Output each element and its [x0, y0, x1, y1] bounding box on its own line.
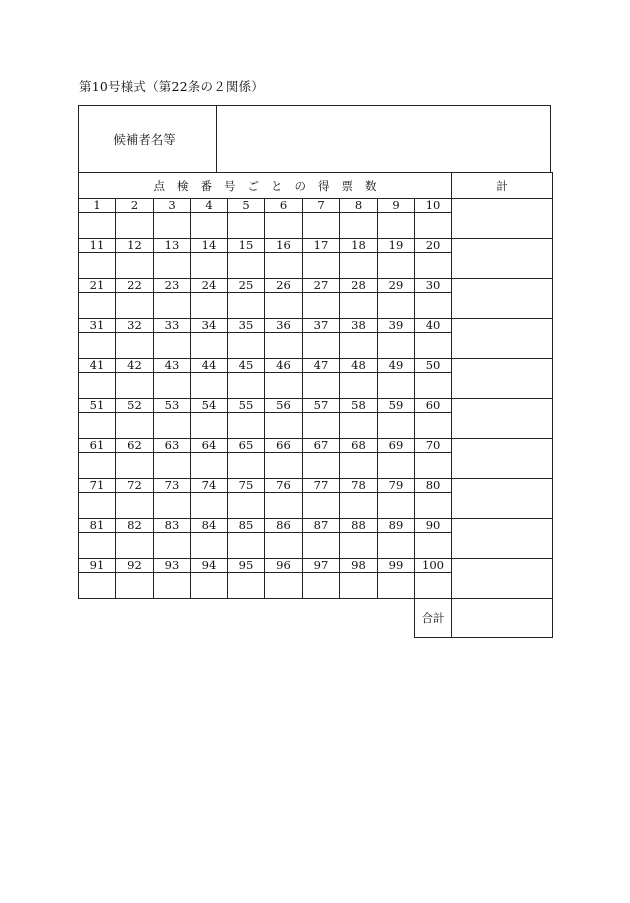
caption-char: 号 — [224, 178, 236, 193]
count-cell[interactable] — [415, 213, 452, 239]
count-cell[interactable] — [191, 373, 228, 399]
check-number: 33 — [154, 319, 191, 333]
count-cell[interactable] — [191, 293, 228, 319]
count-cell[interactable] — [415, 373, 452, 399]
grand-total-cell[interactable] — [452, 599, 553, 638]
check-number: 45 — [228, 359, 265, 373]
check-number: 80 — [415, 479, 452, 493]
count-cell[interactable] — [265, 413, 303, 439]
check-number: 17 — [303, 239, 340, 253]
count-cell[interactable] — [228, 213, 265, 239]
count-cell[interactable] — [265, 213, 303, 239]
spacer — [79, 599, 415, 638]
check-number: 24 — [191, 279, 228, 293]
check-number: 82 — [116, 519, 154, 533]
check-number: 76 — [265, 479, 303, 493]
count-cell[interactable] — [378, 253, 415, 279]
count-cell[interactable] — [79, 253, 116, 279]
caption-char: と — [271, 178, 283, 193]
check-number: 85 — [228, 519, 265, 533]
check-number: 8 — [340, 199, 378, 213]
check-number: 78 — [340, 479, 378, 493]
number-row — [79, 239, 553, 253]
count-cell[interactable] — [340, 293, 378, 319]
count-cell[interactable] — [378, 493, 415, 519]
check-number: 30 — [415, 279, 452, 293]
count-cell[interactable] — [154, 493, 191, 519]
count-cell[interactable] — [154, 453, 191, 479]
number-row — [79, 359, 553, 373]
count-cell[interactable] — [116, 533, 154, 559]
check-number: 7 — [303, 199, 340, 213]
count-cell[interactable] — [79, 493, 116, 519]
count-cell[interactable] — [191, 333, 228, 359]
check-number: 51 — [79, 399, 116, 413]
check-number: 53 — [154, 399, 191, 413]
check-number: 34 — [191, 319, 228, 333]
check-number: 4 — [191, 199, 228, 213]
count-cell[interactable] — [340, 333, 378, 359]
caption-char: ご — [247, 178, 260, 193]
caption-char: 点 — [153, 178, 166, 193]
count-cell[interactable] — [378, 453, 415, 479]
count-cell[interactable] — [415, 573, 452, 599]
check-number: 56 — [265, 399, 303, 413]
check-number: 94 — [191, 559, 228, 573]
count-cell[interactable] — [415, 533, 452, 559]
count-cell[interactable] — [340, 533, 378, 559]
count-cell[interactable] — [340, 453, 378, 479]
check-number: 73 — [154, 479, 191, 493]
count-cell[interactable] — [116, 493, 154, 519]
count-cell[interactable] — [228, 413, 265, 439]
count-cell[interactable] — [191, 213, 228, 239]
count-cell[interactable] — [154, 373, 191, 399]
check-number: 54 — [191, 399, 228, 413]
count-cell[interactable] — [265, 293, 303, 319]
check-number: 14 — [191, 239, 228, 253]
check-number: 42 — [116, 359, 154, 373]
check-number: 91 — [79, 559, 116, 573]
row-subtotal-cell[interactable] — [452, 199, 553, 239]
count-cell[interactable] — [116, 573, 154, 599]
count-cell[interactable] — [303, 413, 340, 439]
count-cell[interactable] — [154, 413, 191, 439]
caption-char: 票 — [341, 178, 354, 193]
row-subtotal-cell[interactable] — [452, 359, 553, 399]
number-row — [79, 559, 553, 573]
row-subtotal-cell[interactable] — [452, 399, 553, 439]
check-number: 22 — [116, 279, 154, 293]
count-cell[interactable] — [191, 533, 228, 559]
check-number: 84 — [191, 519, 228, 533]
check-number: 87 — [303, 519, 340, 533]
count-cell[interactable] — [79, 413, 116, 439]
candidate-label: 候補者名等 — [79, 106, 217, 172]
check-number: 60 — [415, 399, 452, 413]
count-cell[interactable] — [265, 493, 303, 519]
count-cell[interactable] — [79, 533, 116, 559]
count-cell[interactable] — [378, 333, 415, 359]
count-cell[interactable] — [415, 333, 452, 359]
check-number: 5 — [228, 199, 265, 213]
check-number: 16 — [265, 239, 303, 253]
count-cell[interactable] — [116, 293, 154, 319]
count-cell[interactable] — [265, 373, 303, 399]
check-number: 3 — [154, 199, 191, 213]
count-cell[interactable] — [378, 293, 415, 319]
check-number: 29 — [378, 279, 415, 293]
count-cell[interactable] — [154, 293, 191, 319]
count-cell[interactable] — [228, 453, 265, 479]
count-cell[interactable] — [303, 373, 340, 399]
count-cell[interactable] — [116, 373, 154, 399]
check-number: 72 — [116, 479, 154, 493]
check-number: 66 — [265, 439, 303, 453]
count-cell[interactable] — [303, 333, 340, 359]
count-cell[interactable] — [154, 213, 191, 239]
count-cell[interactable] — [303, 253, 340, 279]
check-number: 49 — [378, 359, 415, 373]
tally-caption — [79, 173, 452, 199]
count-cell[interactable] — [79, 453, 116, 479]
check-number: 25 — [228, 279, 265, 293]
form-title: 第10号様式（第22条の２関係） — [79, 79, 265, 94]
count-cell[interactable] — [340, 373, 378, 399]
count-cell[interactable] — [116, 453, 154, 479]
count-cell[interactable] — [265, 253, 303, 279]
check-number: 12 — [116, 239, 154, 253]
count-cell[interactable] — [191, 413, 228, 439]
check-number: 62 — [116, 439, 154, 453]
caption-char: 数 — [365, 178, 377, 193]
count-cell[interactable] — [340, 493, 378, 519]
check-number: 79 — [378, 479, 415, 493]
count-cell[interactable] — [303, 493, 340, 519]
row-subtotal-cell[interactable] — [452, 519, 553, 559]
count-cell[interactable] — [265, 533, 303, 559]
check-number: 39 — [378, 319, 415, 333]
check-number: 23 — [154, 279, 191, 293]
number-row — [79, 279, 553, 293]
count-cell[interactable] — [340, 573, 378, 599]
count-cell[interactable] — [154, 333, 191, 359]
check-number: 95 — [228, 559, 265, 573]
count-cell[interactable] — [265, 333, 303, 359]
check-number: 32 — [116, 319, 154, 333]
count-cell[interactable] — [191, 453, 228, 479]
check-number: 90 — [415, 519, 452, 533]
check-number: 55 — [228, 399, 265, 413]
check-number: 96 — [265, 559, 303, 573]
count-cell[interactable] — [154, 533, 191, 559]
check-number: 99 — [378, 559, 415, 573]
count-cell[interactable] — [154, 573, 191, 599]
count-cell[interactable] — [378, 373, 415, 399]
check-number: 70 — [415, 439, 452, 453]
count-cell[interactable] — [303, 293, 340, 319]
caption-char: 番 — [200, 178, 213, 193]
candidate-box — [78, 105, 551, 172]
caption-char: 検 — [177, 178, 189, 193]
count-cell[interactable] — [228, 373, 265, 399]
count-cell[interactable] — [79, 293, 116, 319]
check-number: 74 — [191, 479, 228, 493]
count-cell[interactable] — [79, 333, 116, 359]
caption-char: の — [294, 178, 307, 193]
count-cell[interactable] — [415, 413, 452, 439]
check-number: 64 — [191, 439, 228, 453]
check-number: 19 — [378, 239, 415, 253]
count-cell[interactable] — [415, 453, 452, 479]
count-cell[interactable] — [228, 573, 265, 599]
count-cell[interactable] — [116, 333, 154, 359]
check-number: 52 — [116, 399, 154, 413]
count-cell[interactable] — [303, 533, 340, 559]
count-cell[interactable] — [303, 453, 340, 479]
count-cell[interactable] — [116, 213, 154, 239]
count-cell[interactable] — [228, 533, 265, 559]
total-header: 計 — [452, 173, 553, 199]
check-number: 41 — [79, 359, 116, 373]
number-row — [79, 319, 553, 333]
check-number: 75 — [228, 479, 265, 493]
check-number: 21 — [79, 279, 116, 293]
count-cell[interactable] — [79, 573, 116, 599]
check-number: 93 — [154, 559, 191, 573]
count-cell[interactable] — [415, 493, 452, 519]
row-subtotal-cell[interactable] — [452, 319, 553, 359]
candidate-name-field[interactable] — [217, 106, 550, 172]
check-number: 9 — [378, 199, 415, 213]
check-number: 50 — [415, 359, 452, 373]
check-number: 92 — [116, 559, 154, 573]
check-number: 89 — [378, 519, 415, 533]
count-cell[interactable] — [265, 573, 303, 599]
caption-char: 得 — [318, 178, 330, 193]
header-row — [79, 173, 553, 199]
check-number: 44 — [191, 359, 228, 373]
check-number: 35 — [228, 319, 265, 333]
check-number: 15 — [228, 239, 265, 253]
count-cell[interactable] — [191, 573, 228, 599]
grand-total-row — [79, 599, 553, 638]
count-cell[interactable] — [154, 253, 191, 279]
check-number: 69 — [378, 439, 415, 453]
check-number: 57 — [303, 399, 340, 413]
count-cell[interactable] — [303, 213, 340, 239]
count-cell[interactable] — [228, 253, 265, 279]
check-number: 100 — [415, 559, 452, 573]
check-number: 48 — [340, 359, 378, 373]
count-cell[interactable] — [340, 413, 378, 439]
check-number: 58 — [340, 399, 378, 413]
count-cell[interactable] — [378, 533, 415, 559]
count-cell[interactable] — [378, 573, 415, 599]
check-number: 6 — [265, 199, 303, 213]
count-cell[interactable] — [378, 213, 415, 239]
check-number: 97 — [303, 559, 340, 573]
check-number: 36 — [265, 319, 303, 333]
count-cell[interactable] — [191, 493, 228, 519]
check-number: 26 — [265, 279, 303, 293]
check-number: 20 — [415, 239, 452, 253]
check-number: 38 — [340, 319, 378, 333]
number-row — [79, 399, 553, 413]
count-cell[interactable] — [116, 413, 154, 439]
check-number: 59 — [378, 399, 415, 413]
count-cell[interactable] — [191, 253, 228, 279]
number-row — [79, 519, 553, 533]
check-number: 65 — [228, 439, 265, 453]
check-number: 47 — [303, 359, 340, 373]
check-number: 40 — [415, 319, 452, 333]
number-row — [79, 479, 553, 493]
row-subtotal-cell[interactable] — [452, 239, 553, 279]
check-number: 81 — [79, 519, 116, 533]
check-number: 18 — [340, 239, 378, 253]
count-cell[interactable] — [228, 493, 265, 519]
check-number: 2 — [116, 199, 154, 213]
row-subtotal-cell[interactable] — [452, 279, 553, 319]
count-cell[interactable] — [79, 213, 116, 239]
count-cell[interactable] — [340, 253, 378, 279]
count-cell[interactable] — [415, 293, 452, 319]
count-cell[interactable] — [228, 333, 265, 359]
check-number: 46 — [265, 359, 303, 373]
check-number: 77 — [303, 479, 340, 493]
row-subtotal-cell[interactable] — [452, 439, 553, 479]
check-number: 31 — [79, 319, 116, 333]
check-number: 86 — [265, 519, 303, 533]
count-cell[interactable] — [79, 373, 116, 399]
check-number: 83 — [154, 519, 191, 533]
count-cell[interactable] — [378, 413, 415, 439]
check-number: 98 — [340, 559, 378, 573]
check-number: 27 — [303, 279, 340, 293]
check-number: 68 — [340, 439, 378, 453]
check-number: 28 — [340, 279, 378, 293]
row-subtotal-cell[interactable] — [452, 559, 553, 599]
check-number: 10 — [415, 199, 452, 213]
check-number: 11 — [79, 239, 116, 253]
check-number: 67 — [303, 439, 340, 453]
count-cell[interactable] — [265, 453, 303, 479]
check-number: 63 — [154, 439, 191, 453]
row-subtotal-cell[interactable] — [452, 479, 553, 519]
check-number: 88 — [340, 519, 378, 533]
count-cell[interactable] — [116, 253, 154, 279]
grand-total-label: 合計 — [415, 599, 452, 638]
check-number: 13 — [154, 239, 191, 253]
count-cell[interactable] — [340, 213, 378, 239]
tally-table — [78, 172, 553, 638]
count-cell[interactable] — [303, 573, 340, 599]
number-row — [79, 199, 553, 213]
number-row — [79, 439, 553, 453]
check-number: 61 — [79, 439, 116, 453]
check-number: 43 — [154, 359, 191, 373]
count-cell[interactable] — [228, 293, 265, 319]
check-number: 71 — [79, 479, 116, 493]
check-number: 1 — [79, 199, 116, 213]
check-number: 37 — [303, 319, 340, 333]
tally-caption-text — [148, 179, 383, 193]
count-cell[interactable] — [415, 253, 452, 279]
